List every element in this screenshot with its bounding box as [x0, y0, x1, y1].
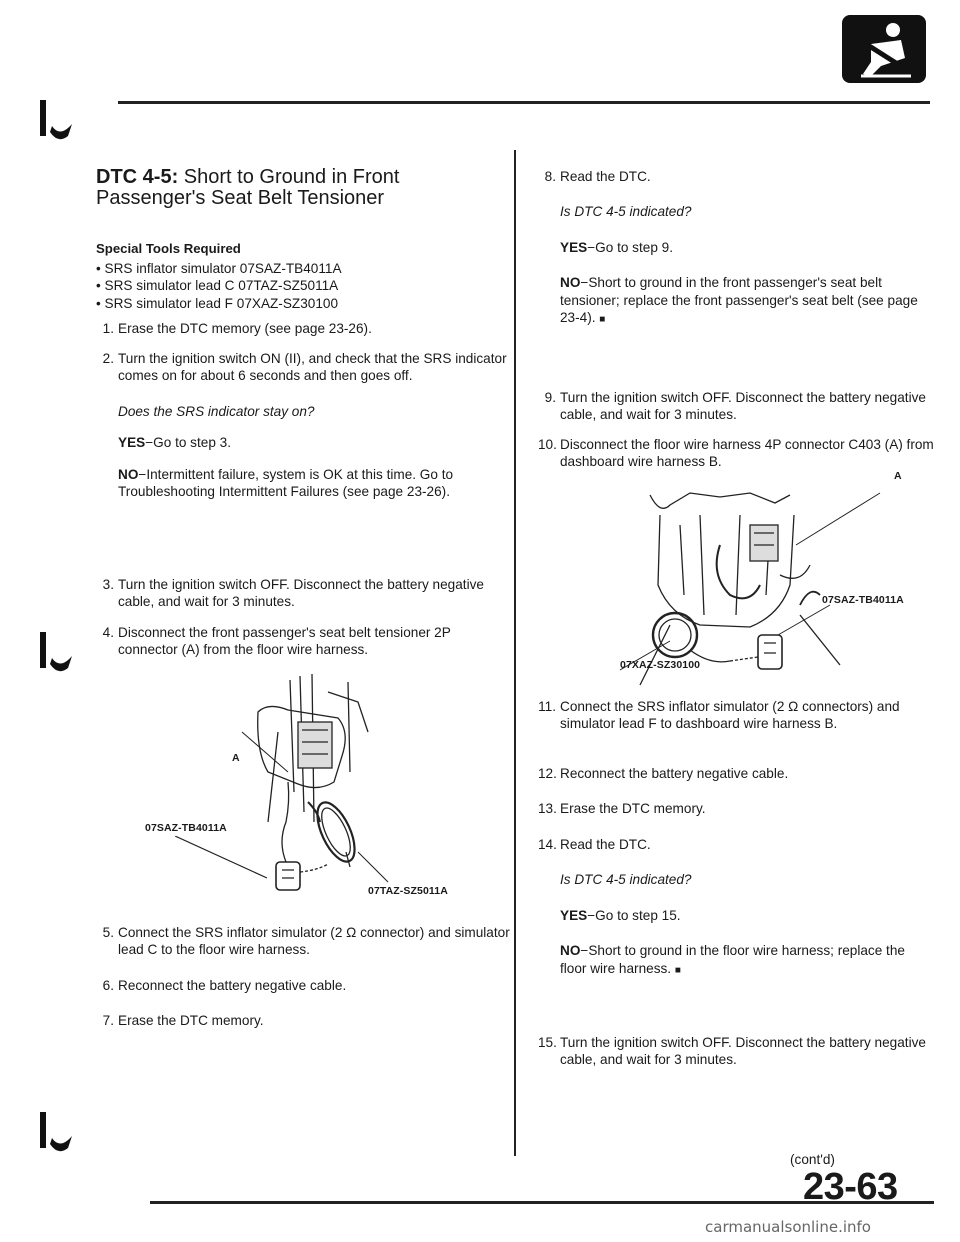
step-text: Turn the ignition switch OFF. Disconnect the battery negative cable, and wait for 3 minutes.: [560, 1035, 926, 1068]
step-number: 2.: [102, 351, 114, 366]
end-mark-icon: ■: [674, 964, 681, 976]
special-tools: [96, 241, 508, 312]
no-text: Intermittent failure, system is OK at this time. Go to Troubleshooting Intermittent Failures (see page 23-26).: [118, 466, 454, 499]
no-branch: NO−Intermittent failure, system is OK at this time. Go to Troubleshooting Intermittent Failures (see page 23-26).: [118, 466, 454, 499]
step-text: Disconnect the floor wire harness 4P connector C403 (A) from dashboard wire harness B.: [560, 437, 934, 470]
yes-text: Go to step 15.: [595, 907, 681, 923]
no-label: NO: [560, 275, 581, 291]
step-13: [538, 800, 935, 817]
step-number: 12.: [538, 766, 557, 781]
step-number: 9.: [544, 390, 556, 405]
step-9: [544, 389, 935, 424]
step-text: Turn the ignition switch OFF. Disconnect the battery negative cable, and wait for 3 minutes.: [560, 390, 926, 423]
seat-belt-srs-icon: [841, 14, 927, 84]
step-11: [538, 698, 935, 733]
step-text: Disconnect the front passenger's seat belt tensioner 2P connector (A) from the floor wire harness.: [118, 625, 451, 658]
step-question: Is DTC 4-5 indicated?: [560, 872, 692, 888]
step-text: Turn the ignition switch OFF. Disconnect the battery negative cable, and wait for 3 minutes.: [118, 577, 484, 610]
step-text: Erase the DTC memory.: [118, 1013, 264, 1028]
step-question: Is DTC 4-5 indicated?: [560, 204, 692, 220]
no-label: NO: [560, 943, 581, 959]
binder-tab-mark-icon: [38, 628, 80, 678]
yes-text: Go to step 9.: [595, 239, 673, 255]
column-divider: [514, 150, 516, 1156]
step-text: Reconnect the battery negative cable.: [118, 978, 347, 993]
step-15: [538, 1034, 935, 1069]
step-text: Reconnect the battery negative cable.: [560, 766, 789, 781]
callout-leader-line: [175, 836, 275, 896]
step-4: [102, 624, 513, 659]
yes-branch: YES−Go to step 15.: [560, 907, 681, 923]
end-mark-icon: ■: [599, 313, 606, 325]
step-number: 8.: [544, 169, 556, 184]
watermark: carmanualsonline.info: [705, 1218, 871, 1236]
no-branch: NO−Short to ground in the floor wire harness; replace the floor wire harness. ■: [560, 943, 905, 976]
continued-note: (cont'd): [790, 1152, 835, 1167]
step-number: 6.: [102, 978, 114, 993]
yes-text: Go to step 3.: [153, 435, 231, 451]
callout-simulator-lead: 07XAZ-SZ30100: [620, 659, 701, 671]
step-number: 3.: [102, 577, 114, 592]
callout-a: A: [894, 470, 902, 482]
step-number: 10.: [538, 437, 557, 452]
step-6: [102, 977, 513, 994]
callout-inflator-simulator: 07SAZ-TB4011A: [145, 822, 227, 834]
callout-inflator-simulator: 07SAZ-TB4011A: [822, 594, 904, 606]
step-1: [102, 320, 513, 337]
no-label: NO: [118, 466, 139, 482]
yes-branch: YES−Go to step 3.: [118, 435, 231, 451]
no-branch: NO−Short to ground in the front passenger's seat belt tensioner; replace the front passenger's seat belt (see page 23-4). ■: [560, 275, 918, 325]
step-number: 14.: [538, 837, 557, 852]
yes-label: YES: [560, 239, 588, 255]
no-text: Short to ground in the front passenger's seat belt tensioner; replace the front passenger's seat belt (see page 23-4).: [560, 275, 918, 325]
step-7: [102, 1012, 513, 1029]
yes-label: YES: [560, 907, 588, 923]
step-text: Read the DTC.: [560, 837, 651, 852]
tool-item: • SRS simulator lead F 07XAZ-SZ30100: [96, 295, 508, 312]
dtc-code: DTC 4-5:: [96, 166, 179, 188]
step-number: 13.: [538, 801, 557, 816]
step-number: 11.: [538, 699, 556, 714]
step-text: Connect the SRS inflator simulator (2 Ω connector) and simulator lead C to the floor wire harness.: [118, 925, 510, 958]
page-title: [96, 167, 508, 209]
callout-simulator-lead: 07TAZ-SZ5011A: [368, 885, 448, 897]
step-2: [102, 350, 513, 500]
step-number: 4.: [102, 625, 114, 640]
dtc-description: Short to Ground in Front Passenger's Seat Belt Tensioner: [96, 166, 400, 209]
step-3: [102, 576, 513, 611]
step-text: Erase the DTC memory.: [560, 801, 706, 816]
yes-branch: YES−Go to step 9.: [560, 239, 673, 255]
special-tools-heading: Special Tools Required: [96, 241, 241, 256]
binder-tab-mark-icon: [38, 96, 80, 146]
step-14: [538, 836, 935, 977]
tool-item: • SRS simulator lead C 07TAZ-SZ5011A: [96, 277, 508, 294]
step-8: [544, 168, 935, 327]
step-number: 7.: [102, 1013, 114, 1028]
yes-label: YES: [118, 435, 146, 451]
step-12: [538, 765, 935, 782]
step-text: Erase the DTC memory (see page 23-26).: [118, 321, 372, 336]
step-text: Connect the SRS inflator simulator (2 Ω connectors) and simulator lead F to dashboard wire harness B.: [560, 699, 900, 732]
step-number: 5.: [102, 925, 114, 940]
step-question: Does the SRS indicator stay on?: [118, 403, 315, 419]
header-rule: [118, 101, 930, 104]
page-number: 23-63: [803, 1166, 898, 1208]
step-text: Read the DTC.: [560, 169, 651, 184]
step-10: [538, 436, 935, 471]
binder-tab-mark-icon: [38, 1108, 80, 1158]
no-text: Short to ground in the floor wire harness; replace the floor wire harness.: [560, 943, 905, 976]
tool-item: • SRS inflator simulator 07SAZ-TB4011A: [96, 260, 508, 277]
step-number: 15.: [538, 1035, 557, 1050]
callout-a: A: [232, 752, 240, 764]
step-number: 1.: [102, 321, 114, 336]
step-5: [102, 924, 513, 959]
step-text: Turn the ignition switch ON (II), and check that the SRS indicator comes on for about 6 seconds and then goes off.: [118, 351, 507, 384]
